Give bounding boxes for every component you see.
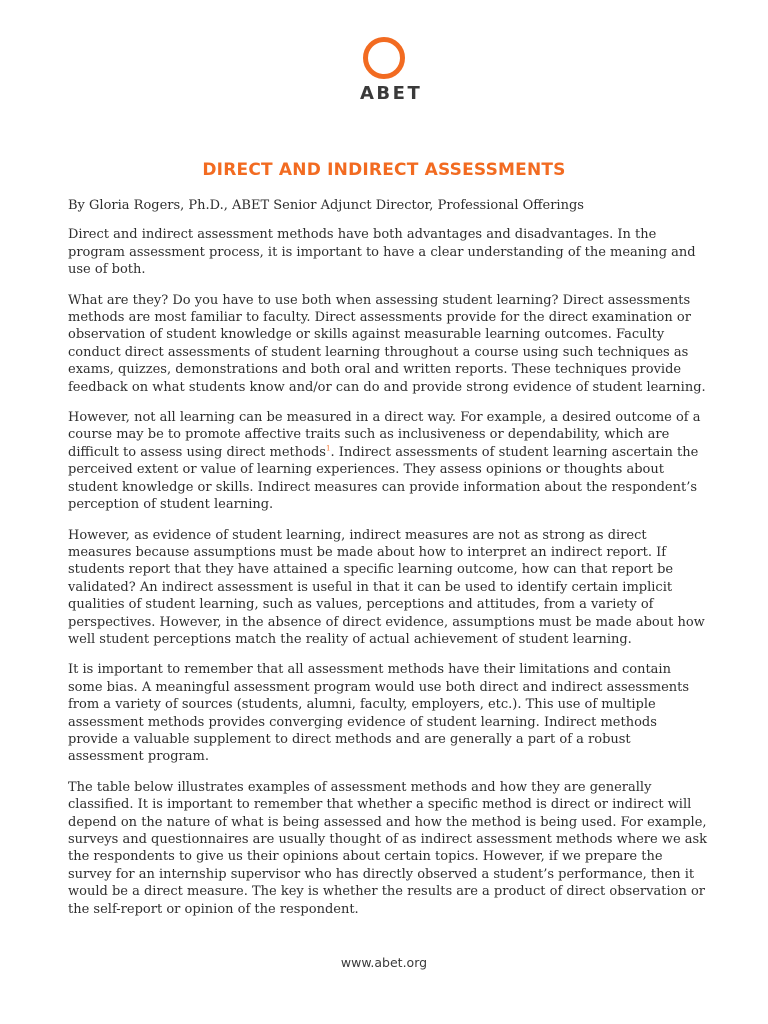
- page-title: DIRECT AND INDIRECT ASSESSMENTS: [202, 160, 566, 180]
- document-body: [68, 197, 708, 931]
- paragraph-limitations: It is important to remember that all assessment methods have their limitations and contain some bias. A meaningful assessment program would use both direct and indirect assessments from a variety of sources (students, alumni, faculty, employers, etc.). This use of multiple assessment methods provides converging evidence of student learning. Indirect methods provide a valuable supplement to direct methods and are generally a part of a robust assessment program.: [68, 662, 690, 765]
- paragraph-evidence-strength: However, as evidence of student learning, indirect measures are not as strong as direct measures because assumptions must be made about how to interpret an indirect report. If students report that they have attained a specific learning outcome, how can that report be validated? An indirect assessment is useful in that it can be used to identify certain implicit qualities of student learning, such as values, perceptions and attitudes, from a variety of perspectives. However, in the absence of direct evidence, assumptions must be made about how well student perceptions match the reality of actual achievement of student learning.: [68, 527, 705, 647]
- paragraph-intro: Direct and indirect assessment methods have both advantages and disadvantages. In the program assessment process, it is important to have a clear understanding of the meaning and use of both.: [68, 227, 696, 278]
- abet-logo-text: ABET: [360, 83, 423, 104]
- paragraph-table-intro: The table below illustrates examples of assessment methods and how they are generally classified. It is important to remember that whether a specific method is direct or indirect will depend on the nature of what is being assessed and how the method is being used. For example, surveys and questionnaires are usually thought of as indirect assessment methods where we ask the respondents to give us their opinions about certain topics. However, if we prepare the survey for an internship supervisor who has directly observed a student’s performance, then it would be a direct measure. The key is whether the results are a product of direct observation or the self-report or opinion of the respondent.: [68, 779, 708, 917]
- abet-ring-icon: [362, 36, 406, 80]
- paragraph-indirect-text-a: However, not all learning can be measured in a direct way. For example, a desired outcome of a course may be to promote affective traits such as inclusiveness or dependability, which are difficult to assess using direct methods: [68, 410, 701, 460]
- paragraph-indirect-text-b: . Indirect assessments of student learning ascertain the perceived extent or value of learning experiences. They assess opinions or thoughts about student knowledge or skills. Indirect measures can provide information about the respondent’s perception of student learning.: [68, 444, 699, 513]
- footnote-marker[interactable]: 1: [325, 444, 331, 453]
- footer-website-link[interactable]: www.abet.org: [340, 955, 428, 970]
- byline: By Gloria Rogers, Ph.D., ABET Senior Adjunct Director, Professional Offerings: [68, 198, 584, 213]
- paragraph-indirect-assessments: [68, 409, 708, 513]
- paragraph-direct-assessments: What are they? Do you have to use both when assessing student learning? Direct assessments methods are most familiar to faculty. Direct assessments provide for the direct examination or observation of student knowledge or skills against measurable learning outcomes. Faculty conduct direct assessments of student learning throughout a course using such techniques as exams, quizzes, demonstrations and both oral and written reports. These techniques provide feedback on what students know and/or can do and provide strong evidence of student learning.: [68, 292, 706, 395]
- abet-logo: [358, 36, 423, 105]
